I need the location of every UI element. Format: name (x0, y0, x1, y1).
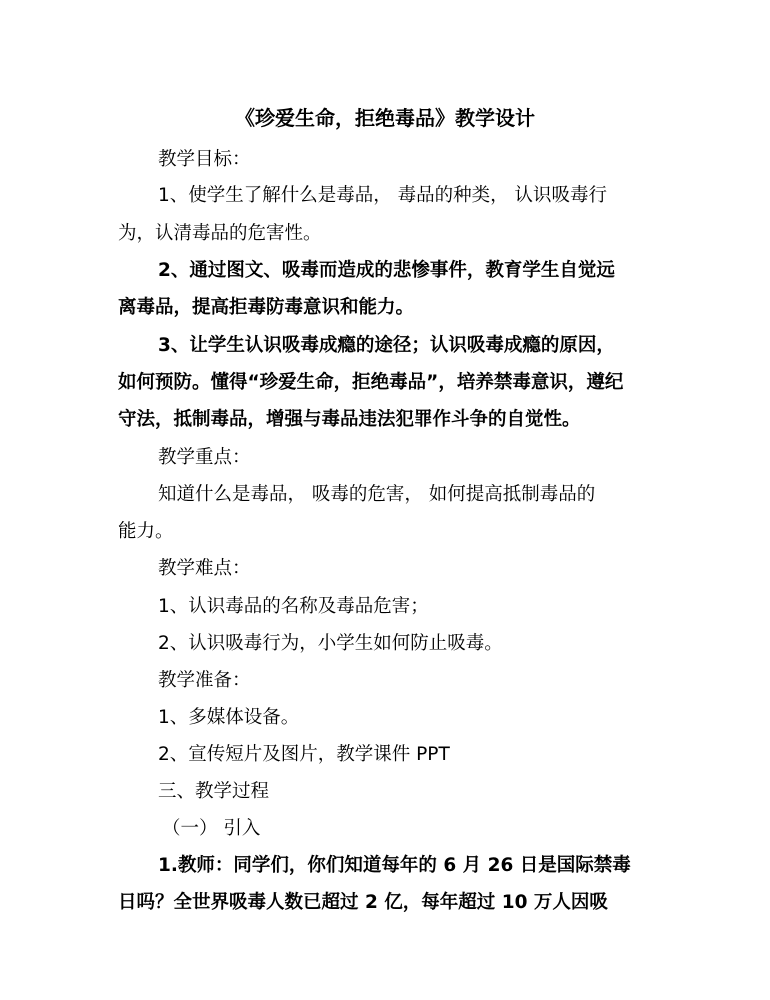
preparation-1: 1、多媒体设备。 (158, 707, 300, 728)
key-points-heading: 教学重点： (158, 447, 251, 468)
intro-1-line-2: 日吗？全世界吸毒人数已超过 2 亿，每年超过 10 万人因吸 (118, 892, 608, 913)
key-points-line-2: 能力。 (118, 521, 174, 542)
difficulties-heading: 教学难点： (158, 558, 251, 579)
difficulty-2: 2、认识吸毒行为，小学生如何防止吸毒。 (158, 633, 503, 654)
intro-heading: （一） 引入 (162, 818, 261, 839)
document-title: 《珍爱生命，拒绝毒品》教学设计 (235, 106, 535, 130)
key-points-line-1: 知道什么是毒品， 吸毒的危害， 如何提高抵制毒品的 (158, 484, 596, 505)
objective-1-line-1: 1、使学生了解什么是毒品， 毒品的种类， 认识吸毒行 (158, 185, 608, 206)
preparation-2: 2、宣传短片及图片，教学课件 PPT (158, 744, 450, 765)
objective-2-line-1: 2、通过图文、吸毒而造成的悲惨事件，教育学生自觉远 (158, 260, 615, 281)
objective-3-line-3: 守法，抵制毒品，增强与毒品违法犯罪作斗争的自觉性。 (118, 409, 581, 430)
objective-2-line-2: 离毒品，提高拒毒防毒意识和能力。 (118, 297, 415, 318)
process-heading: 三、教学过程 (158, 781, 270, 802)
intro-1-line-1: 1.教师：同学们，你们知道每年的 6 月 26 日是国际禁毒 (158, 855, 631, 876)
objective-1-line-2: 为，认清毒品的危害性。 (118, 223, 322, 244)
objective-3-line-2: 如何预防。懂得“珍爱生命，拒绝毒品”，培养禁毒意识，遵纪 (118, 372, 624, 393)
objectives-heading: 教学目标： (158, 149, 251, 170)
objective-3-line-1: 3、让学生认识吸毒成瘾的途径；认识吸毒成瘾的原因， (158, 335, 615, 356)
preparation-heading: 教学准备： (158, 670, 251, 691)
difficulty-1: 1、认识毒品的名称及毒品危害； (158, 596, 429, 617)
